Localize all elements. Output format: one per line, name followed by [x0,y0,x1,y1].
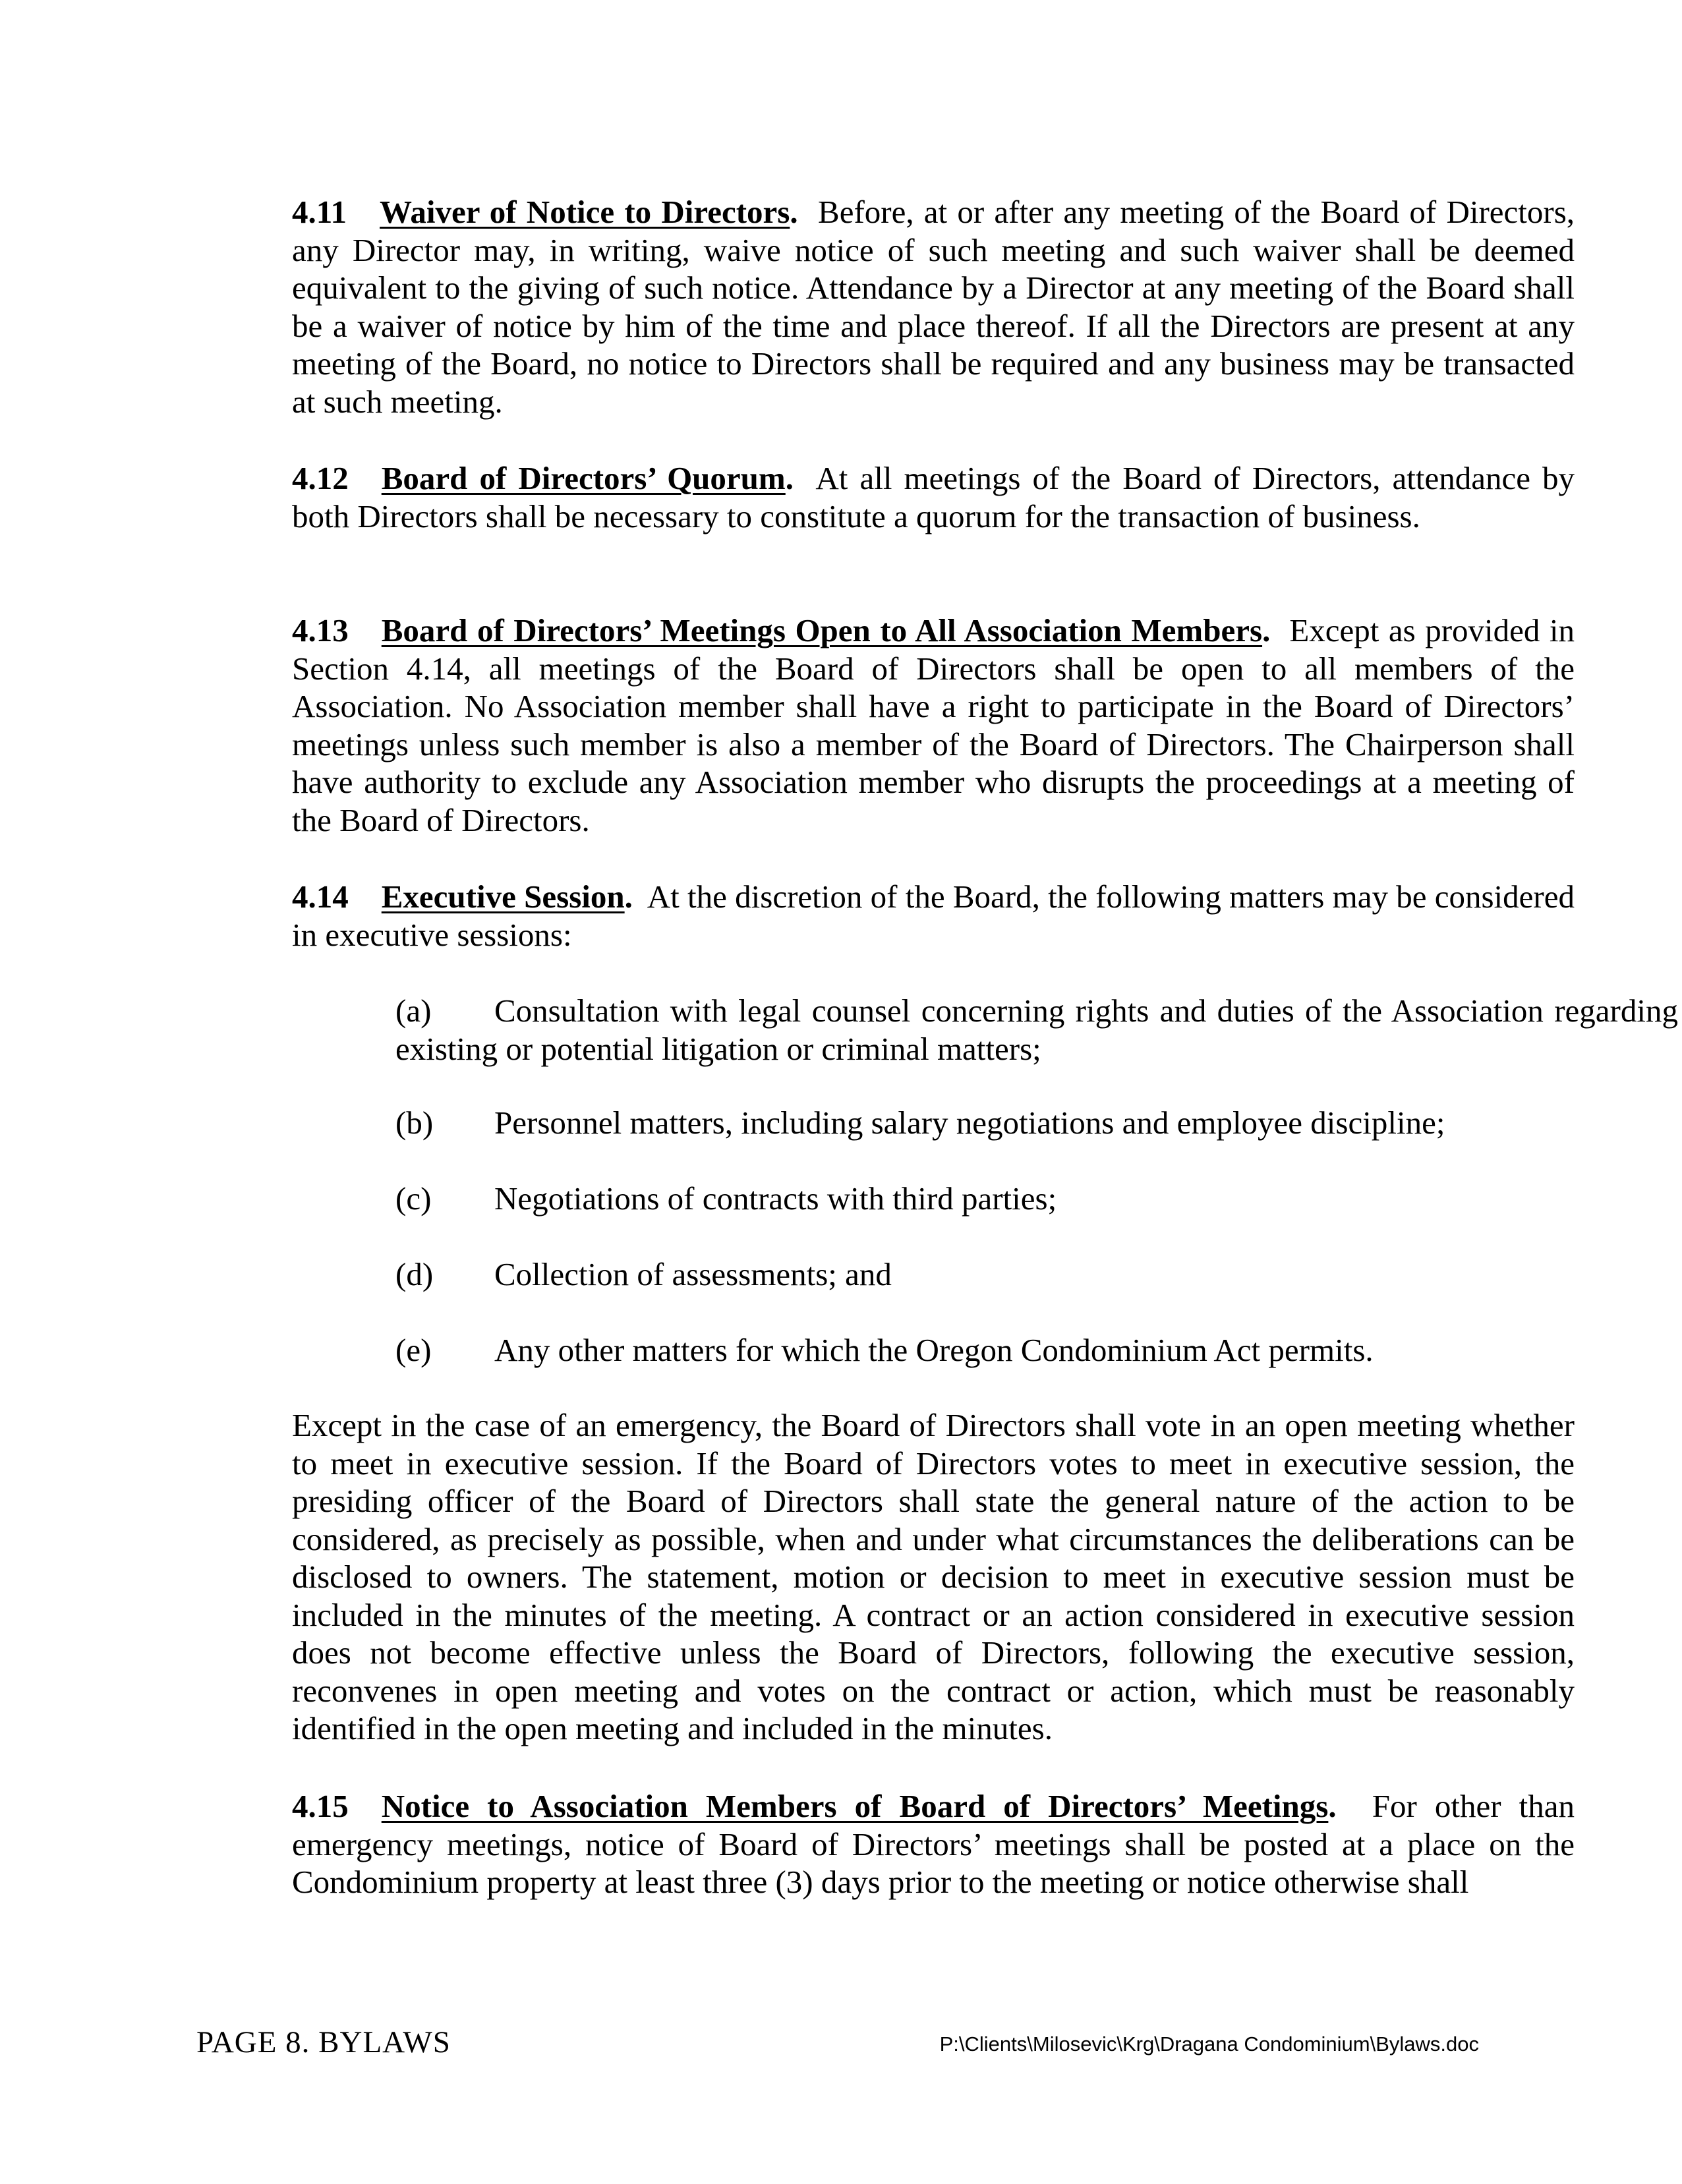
footer-file-path: P:\Clients\Milosevic\Krg\Dragana Condominium\Bylaws.doc [939,2032,1479,2055]
list-item-label: (b) [395,1105,434,1141]
section-number: 4.15 [292,1788,349,1824]
list-item-label: (e) [395,1332,432,1368]
footer-page-label: PAGE 8. BYLAWS [196,2025,451,2059]
list-item-label: (a) [395,992,432,1029]
section-heading: Board of Directors’ Quorum [381,460,786,496]
section-number: 4.11 [292,194,347,230]
section-number: 4.13 [292,612,349,648]
section-number: 4.12 [292,460,349,496]
section-heading: Executive Session [381,878,625,915]
section-text: Except as provided in Section 4.14, all meetings of the Board of Directors shall be open to all members of the Association. No Association member shall have a right to participate in the Board of Directors’ meetings unless such member is also a member of the Board of Directors. The Chairperson shall have authority to exclude any Association member who disrupts the proceedings at a meeting of the Board of Directors. [292,612,1575,838]
list-item-text: Any other matters for which the Oregon Condominium Act permits. [494,1332,1374,1368]
list-item [395,1104,1445,1142]
section-heading: Notice to Association Members of Board of Directors’ Meetings [381,1788,1329,1824]
list-item [395,1255,892,1294]
list-item-text: Negotiations of contracts with third parties; [494,1180,1057,1217]
list-item-text: Personnel matters, including salary negotiations and employee discipline; [494,1105,1445,1141]
section-4-11: 4.11 Waiver of Notice to Directors. Before, at or after any meeting of the Board of Directors, any Director may, in writing, waive notice of such meeting and such waiver shall be deemed equivalent to the giving of such notice. Attendance by a Director at any meeting of the Board shall be a waiver of notice by him of the time and place thereof. If all the Directors are present at any meeting of the Board, no notice to Directors shall be required and any business may be transacted at such meeting. [292,194,1575,420]
list-item [395,1331,1374,1369]
paragraph-text: Except in the case of an emergency, the Board of Directors shall vote in an open meeting whether to meet in executive session. If the Board of Directors votes to meet in executive session, the presiding officer of the Board of Directors shall state the general nature of the action to be considered, as precisely as possible, when and under what circumstances the deliberations can be disclosed to owners. The statement, motion or decision to meet in executive session must be included in the minutes of the meeting. A contract or an action considered in executive session does not become effective unless the Board of Directors, following the executive session, reconvenes in open meeting and votes on the contract or action, which must be reasonably identified in the open meeting and included in the minutes. [292,1407,1575,1746]
section-text: For other than emergency meetings, notice of Board of Directors’ meetings shall be posted at a place on the Condominium property at least three (3) days prior to the meeting or notice otherwise shall [292,1788,1575,1900]
section-text: Before, at or after any meeting of the Board of Directors, any Director may, in writing, waive notice of such meeting and such waiver shall be deemed equivalent to the giving of such notice. Attendance by a Director at any meeting of the Board shall be a waiver of notice by him of the time and place thereof. If all the Directors are present at any meeting of the Board, no notice to Directors shall be required and any business may be transacted at such meeting. [292,194,1575,420]
list-item-text: Consultation with legal counsel concerning rights and duties of the Association regarding existing or potential litigation or criminal matters; [395,992,1678,1067]
section-number: 4.14 [292,878,349,915]
list-item-label: (d) [395,1256,434,1292]
list-item [196,992,1678,1068]
section-heading: Board of Directors’ Meetings Open to All Association Members [381,612,1263,648]
section-4-14-continued [196,1406,1575,1748]
list-item-label: (c) [395,1180,432,1217]
section-text: At the discretion of the Board, the following matters may be considered in executive sessions: [292,878,1575,953]
section-heading: Waiver of Notice to Directors [380,194,790,230]
section-text: At all meetings of the Board of Directors, attendance by both Directors shall be necessary to constitute a quorum for the transaction of business. [292,460,1575,534]
list-item [395,1180,1057,1218]
section-4-14: 4.14 Executive Session. At the discretion of the Board, the following matters may be considered in executive sessions: [292,878,1575,953]
section-4-15: 4.15 Notice to Association Members of Board of Directors’ Meetings. For other than emergency meetings, notice of Board of Directors’ meetings shall be posted at a place on the Condominium property at least three (3) days prior to the meeting or notice otherwise shall [292,1788,1575,1900]
section-4-12: 4.12 Board of Directors’ Quorum. At all meetings of the Board of Directors, attendance by both Directors shall be necessary to constitute a quorum for the transaction of business. [292,460,1575,534]
section-4-13: 4.13 Board of Directors’ Meetings Open to All Association Members. Except as provided in Section 4.14, all meetings of the Board of Directors shall be open to all members of the Association. No Association member shall have a right to participate in the Board of Directors’ meetings unless such member is also a member of the Board of Directors. The Chairperson shall have authority to exclude any Association member who disrupts the proceedings at a meeting of the Board of Directors. [292,612,1575,838]
list-item-text: Collection of assessments; and [494,1256,892,1292]
